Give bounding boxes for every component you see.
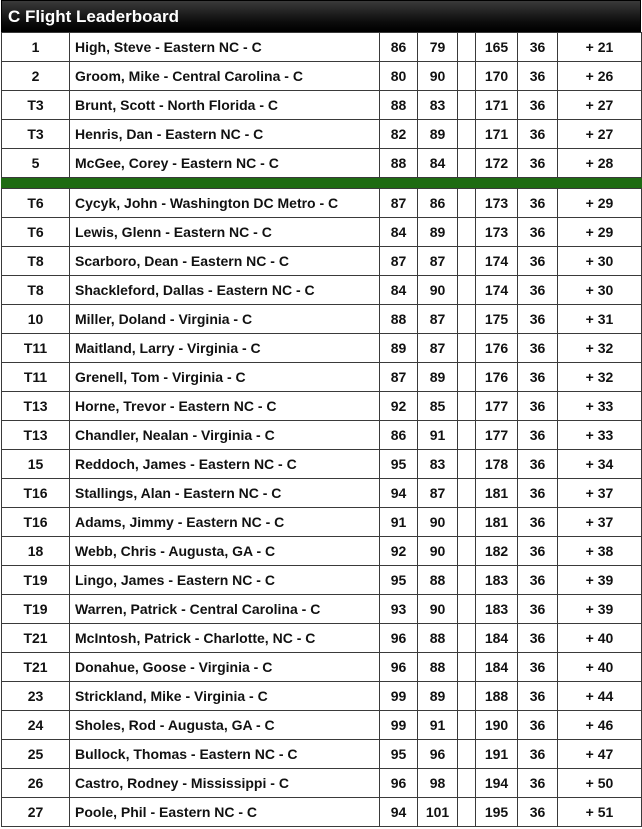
to-par-cell: + 39 — [558, 566, 642, 595]
leaderboard-row — [2, 653, 642, 682]
round-2-score-cell: 83 — [418, 450, 458, 479]
round-2-score-cell: 79 — [418, 33, 458, 62]
to-par-cell: + 29 — [558, 189, 642, 218]
position-cell: T3 — [2, 91, 70, 120]
to-par-cell: + 39 — [558, 595, 642, 624]
holes-cell: 36 — [518, 421, 558, 450]
round-1-score-cell: 86 — [380, 421, 418, 450]
player-name-cell: Poole, Phil - Eastern NC - C — [70, 798, 380, 827]
position-cell: T3 — [2, 120, 70, 149]
total-score-cell: 184 — [476, 624, 518, 653]
round-2-score-cell: 91 — [418, 711, 458, 740]
player-name-cell: Grenell, Tom - Virginia - C — [70, 363, 380, 392]
spacer-cell — [458, 218, 476, 247]
holes-cell: 36 — [518, 711, 558, 740]
spacer-cell — [458, 595, 476, 624]
total-score-cell: 171 — [476, 91, 518, 120]
round-1-score-cell: 80 — [380, 62, 418, 91]
leaderboard-row — [2, 450, 642, 479]
holes-cell: 36 — [518, 247, 558, 276]
player-name-cell: McGee, Corey - Eastern NC - C — [70, 149, 380, 178]
round-2-score-cell: 90 — [418, 276, 458, 305]
position-cell: 5 — [2, 149, 70, 178]
leaderboard-table — [1, 32, 642, 827]
leaderboard-row — [2, 798, 642, 827]
to-par-cell: + 29 — [558, 218, 642, 247]
round-2-score-cell: 87 — [418, 479, 458, 508]
position-cell: T13 — [2, 421, 70, 450]
round-1-score-cell: 92 — [380, 537, 418, 566]
to-par-cell: + 44 — [558, 682, 642, 711]
total-score-cell: 177 — [476, 421, 518, 450]
spacer-cell — [458, 798, 476, 827]
holes-cell: 36 — [518, 120, 558, 149]
to-par-cell: + 37 — [558, 508, 642, 537]
leaderboard-row — [2, 508, 642, 537]
leaderboard-row — [2, 276, 642, 305]
round-1-score-cell: 82 — [380, 120, 418, 149]
to-par-cell: + 33 — [558, 421, 642, 450]
spacer-cell — [458, 769, 476, 798]
to-par-cell: + 40 — [558, 653, 642, 682]
round-1-score-cell: 87 — [380, 189, 418, 218]
holes-cell: 36 — [518, 33, 558, 62]
spacer-cell — [458, 508, 476, 537]
round-1-score-cell: 87 — [380, 363, 418, 392]
leaderboard-row — [2, 149, 642, 178]
leaderboard-row — [2, 363, 642, 392]
spacer-cell — [458, 305, 476, 334]
player-name-cell: Henris, Dan - Eastern NC - C — [70, 120, 380, 149]
spacer-cell — [458, 276, 476, 305]
total-score-cell: 184 — [476, 653, 518, 682]
spacer-cell — [458, 682, 476, 711]
to-par-cell: + 38 — [558, 537, 642, 566]
player-name-cell: Chandler, Nealan - Virginia - C — [70, 421, 380, 450]
round-2-score-cell: 89 — [418, 682, 458, 711]
player-name-cell: Sholes, Rod - Augusta, GA - C — [70, 711, 380, 740]
to-par-cell: + 37 — [558, 479, 642, 508]
round-1-score-cell: 99 — [380, 711, 418, 740]
round-1-score-cell: 84 — [380, 276, 418, 305]
position-cell: T21 — [2, 653, 70, 682]
round-2-score-cell: 90 — [418, 62, 458, 91]
holes-cell: 36 — [518, 740, 558, 769]
holes-cell: 36 — [518, 595, 558, 624]
holes-cell: 36 — [518, 508, 558, 537]
round-1-score-cell: 95 — [380, 740, 418, 769]
total-score-cell: 177 — [476, 392, 518, 421]
leaderboard-row — [2, 537, 642, 566]
leaderboard-row — [2, 189, 642, 218]
round-1-score-cell: 92 — [380, 392, 418, 421]
round-1-score-cell: 96 — [380, 653, 418, 682]
spacer-cell — [458, 537, 476, 566]
leaderboard-row — [2, 740, 642, 769]
player-name-cell: Miller, Doland - Virginia - C — [70, 305, 380, 334]
position-cell: 26 — [2, 769, 70, 798]
round-2-score-cell: 101 — [418, 798, 458, 827]
round-1-score-cell: 86 — [380, 33, 418, 62]
spacer-cell — [458, 421, 476, 450]
round-2-score-cell: 87 — [418, 247, 458, 276]
total-score-cell: 172 — [476, 149, 518, 178]
total-score-cell: 195 — [476, 798, 518, 827]
total-score-cell: 183 — [476, 595, 518, 624]
holes-cell: 36 — [518, 653, 558, 682]
position-cell: 25 — [2, 740, 70, 769]
to-par-cell: + 47 — [558, 740, 642, 769]
holes-cell: 36 — [518, 624, 558, 653]
position-cell: T8 — [2, 276, 70, 305]
total-score-cell: 174 — [476, 247, 518, 276]
round-2-score-cell: 84 — [418, 149, 458, 178]
holes-cell: 36 — [518, 566, 558, 595]
holes-cell: 36 — [518, 798, 558, 827]
cut-line — [2, 178, 642, 189]
leaderboard-title: C Flight Leaderboard — [1, 0, 641, 32]
position-cell: T13 — [2, 392, 70, 421]
to-par-cell: + 40 — [558, 624, 642, 653]
leaderboard-row — [2, 218, 642, 247]
position-cell: 1 — [2, 33, 70, 62]
round-2-score-cell: 87 — [418, 305, 458, 334]
total-score-cell: 175 — [476, 305, 518, 334]
round-2-score-cell: 86 — [418, 189, 458, 218]
position-cell: T16 — [2, 479, 70, 508]
spacer-cell — [458, 149, 476, 178]
position-cell: T11 — [2, 334, 70, 363]
position-cell: 15 — [2, 450, 70, 479]
round-2-score-cell: 89 — [418, 218, 458, 247]
holes-cell: 36 — [518, 450, 558, 479]
leaderboard-row — [2, 120, 642, 149]
spacer-cell — [458, 33, 476, 62]
round-1-score-cell: 88 — [380, 305, 418, 334]
round-2-score-cell: 96 — [418, 740, 458, 769]
position-cell: 2 — [2, 62, 70, 91]
round-2-score-cell: 88 — [418, 624, 458, 653]
round-1-score-cell: 96 — [380, 769, 418, 798]
player-name-cell: Webb, Chris - Augusta, GA - C — [70, 537, 380, 566]
spacer-cell — [458, 62, 476, 91]
holes-cell: 36 — [518, 149, 558, 178]
to-par-cell: + 50 — [558, 769, 642, 798]
holes-cell: 36 — [518, 189, 558, 218]
player-name-cell: Groom, Mike - Central Carolina - C — [70, 62, 380, 91]
leaderboard-row — [2, 566, 642, 595]
leaderboard-row — [2, 33, 642, 62]
round-2-score-cell: 85 — [418, 392, 458, 421]
total-score-cell: 174 — [476, 276, 518, 305]
round-1-score-cell: 95 — [380, 566, 418, 595]
to-par-cell: + 27 — [558, 120, 642, 149]
spacer-cell — [458, 392, 476, 421]
spacer-cell — [458, 189, 476, 218]
total-score-cell: 194 — [476, 769, 518, 798]
leaderboard-row — [2, 682, 642, 711]
leaderboard-row — [2, 62, 642, 91]
total-score-cell: 188 — [476, 682, 518, 711]
position-cell: T21 — [2, 624, 70, 653]
total-score-cell: 182 — [476, 537, 518, 566]
round-1-score-cell: 94 — [380, 798, 418, 827]
position-cell: T16 — [2, 508, 70, 537]
round-1-score-cell: 88 — [380, 149, 418, 178]
rows-above-cut — [2, 33, 642, 178]
total-score-cell: 173 — [476, 189, 518, 218]
to-par-cell: + 31 — [558, 305, 642, 334]
leaderboard-row — [2, 334, 642, 363]
to-par-cell: + 27 — [558, 91, 642, 120]
player-name-cell: Warren, Patrick - Central Carolina - C — [70, 595, 380, 624]
total-score-cell: 165 — [476, 33, 518, 62]
player-name-cell: Donahue, Goose - Virginia - C — [70, 653, 380, 682]
round-2-score-cell: 91 — [418, 421, 458, 450]
total-score-cell: 181 — [476, 508, 518, 537]
player-name-cell: Brunt, Scott - North Florida - C — [70, 91, 380, 120]
total-score-cell: 181 — [476, 479, 518, 508]
holes-cell: 36 — [518, 91, 558, 120]
position-cell: 10 — [2, 305, 70, 334]
leaderboard-row — [2, 595, 642, 624]
position-cell: T8 — [2, 247, 70, 276]
round-2-score-cell: 90 — [418, 537, 458, 566]
holes-cell: 36 — [518, 537, 558, 566]
holes-cell: 36 — [518, 334, 558, 363]
leaderboard-row — [2, 91, 642, 120]
to-par-cell: + 32 — [558, 363, 642, 392]
round-2-score-cell: 88 — [418, 653, 458, 682]
round-2-score-cell: 88 — [418, 566, 458, 595]
holes-cell: 36 — [518, 392, 558, 421]
spacer-cell — [458, 740, 476, 769]
to-par-cell: + 33 — [558, 392, 642, 421]
round-1-score-cell: 94 — [380, 479, 418, 508]
round-2-score-cell: 87 — [418, 334, 458, 363]
holes-cell: 36 — [518, 62, 558, 91]
player-name-cell: Stallings, Alan - Eastern NC - C — [70, 479, 380, 508]
to-par-cell: + 32 — [558, 334, 642, 363]
round-1-score-cell: 99 — [380, 682, 418, 711]
spacer-cell — [458, 91, 476, 120]
leaderboard-row — [2, 711, 642, 740]
spacer-cell — [458, 479, 476, 508]
total-score-cell: 178 — [476, 450, 518, 479]
round-1-score-cell: 88 — [380, 91, 418, 120]
leaderboard-row — [2, 479, 642, 508]
spacer-cell — [458, 334, 476, 363]
leaderboard-row — [2, 769, 642, 798]
round-1-score-cell: 87 — [380, 247, 418, 276]
round-1-score-cell: 96 — [380, 624, 418, 653]
round-1-score-cell: 89 — [380, 334, 418, 363]
spacer-cell — [458, 653, 476, 682]
spacer-cell — [458, 247, 476, 276]
player-name-cell: Strickland, Mike - Virginia - C — [70, 682, 380, 711]
to-par-cell: + 30 — [558, 276, 642, 305]
to-par-cell: + 21 — [558, 33, 642, 62]
holes-cell: 36 — [518, 276, 558, 305]
leaderboard-row — [2, 305, 642, 334]
to-par-cell: + 26 — [558, 62, 642, 91]
rows-below-cut — [2, 189, 642, 827]
round-1-score-cell: 95 — [380, 450, 418, 479]
to-par-cell: + 46 — [558, 711, 642, 740]
holes-cell: 36 — [518, 479, 558, 508]
position-cell: T6 — [2, 218, 70, 247]
holes-cell: 36 — [518, 218, 558, 247]
position-cell: 23 — [2, 682, 70, 711]
round-1-score-cell: 91 — [380, 508, 418, 537]
total-score-cell: 183 — [476, 566, 518, 595]
to-par-cell: + 30 — [558, 247, 642, 276]
player-name-cell: Scarboro, Dean - Eastern NC - C — [70, 247, 380, 276]
round-2-score-cell: 90 — [418, 508, 458, 537]
spacer-cell — [458, 624, 476, 653]
position-cell: T6 — [2, 189, 70, 218]
player-name-cell: Castro, Rodney - Mississippi - C — [70, 769, 380, 798]
position-cell: 24 — [2, 711, 70, 740]
round-1-score-cell: 93 — [380, 595, 418, 624]
holes-cell: 36 — [518, 769, 558, 798]
to-par-cell: + 34 — [558, 450, 642, 479]
holes-cell: 36 — [518, 682, 558, 711]
spacer-cell — [458, 120, 476, 149]
position-cell: T11 — [2, 363, 70, 392]
total-score-cell: 176 — [476, 363, 518, 392]
leaderboard-row — [2, 421, 642, 450]
spacer-cell — [458, 363, 476, 392]
player-name-cell: Lingo, James - Eastern NC - C — [70, 566, 380, 595]
player-name-cell: Bullock, Thomas - Eastern NC - C — [70, 740, 380, 769]
player-name-cell: Lewis, Glenn - Eastern NC - C — [70, 218, 380, 247]
round-2-score-cell: 98 — [418, 769, 458, 798]
player-name-cell: Reddoch, James - Eastern NC - C — [70, 450, 380, 479]
round-2-score-cell: 89 — [418, 120, 458, 149]
player-name-cell: Maitland, Larry - Virginia - C — [70, 334, 380, 363]
player-name-cell: High, Steve - Eastern NC - C — [70, 33, 380, 62]
position-cell: 27 — [2, 798, 70, 827]
total-score-cell: 190 — [476, 711, 518, 740]
player-name-cell: Cycyk, John - Washington DC Metro - C — [70, 189, 380, 218]
total-score-cell: 176 — [476, 334, 518, 363]
cut-line-section — [2, 178, 642, 189]
leaderboard-row — [2, 247, 642, 276]
spacer-cell — [458, 566, 476, 595]
position-cell: 18 — [2, 537, 70, 566]
player-name-cell: Horne, Trevor - Eastern NC - C — [70, 392, 380, 421]
total-score-cell: 170 — [476, 62, 518, 91]
to-par-cell: + 51 — [558, 798, 642, 827]
total-score-cell: 173 — [476, 218, 518, 247]
round-1-score-cell: 84 — [380, 218, 418, 247]
position-cell: T19 — [2, 566, 70, 595]
player-name-cell: McIntosh, Patrick - Charlotte, NC - C — [70, 624, 380, 653]
player-name-cell: Shackleford, Dallas - Eastern NC - C — [70, 276, 380, 305]
total-score-cell: 191 — [476, 740, 518, 769]
leaderboard-row — [2, 624, 642, 653]
player-name-cell: Adams, Jimmy - Eastern NC - C — [70, 508, 380, 537]
position-cell: T19 — [2, 595, 70, 624]
spacer-cell — [458, 450, 476, 479]
spacer-cell — [458, 711, 476, 740]
round-2-score-cell: 90 — [418, 595, 458, 624]
holes-cell: 36 — [518, 305, 558, 334]
round-2-score-cell: 89 — [418, 363, 458, 392]
leaderboard — [1, 0, 641, 827]
to-par-cell: + 28 — [558, 149, 642, 178]
round-2-score-cell: 83 — [418, 91, 458, 120]
holes-cell: 36 — [518, 363, 558, 392]
leaderboard-row — [2, 392, 642, 421]
total-score-cell: 171 — [476, 120, 518, 149]
